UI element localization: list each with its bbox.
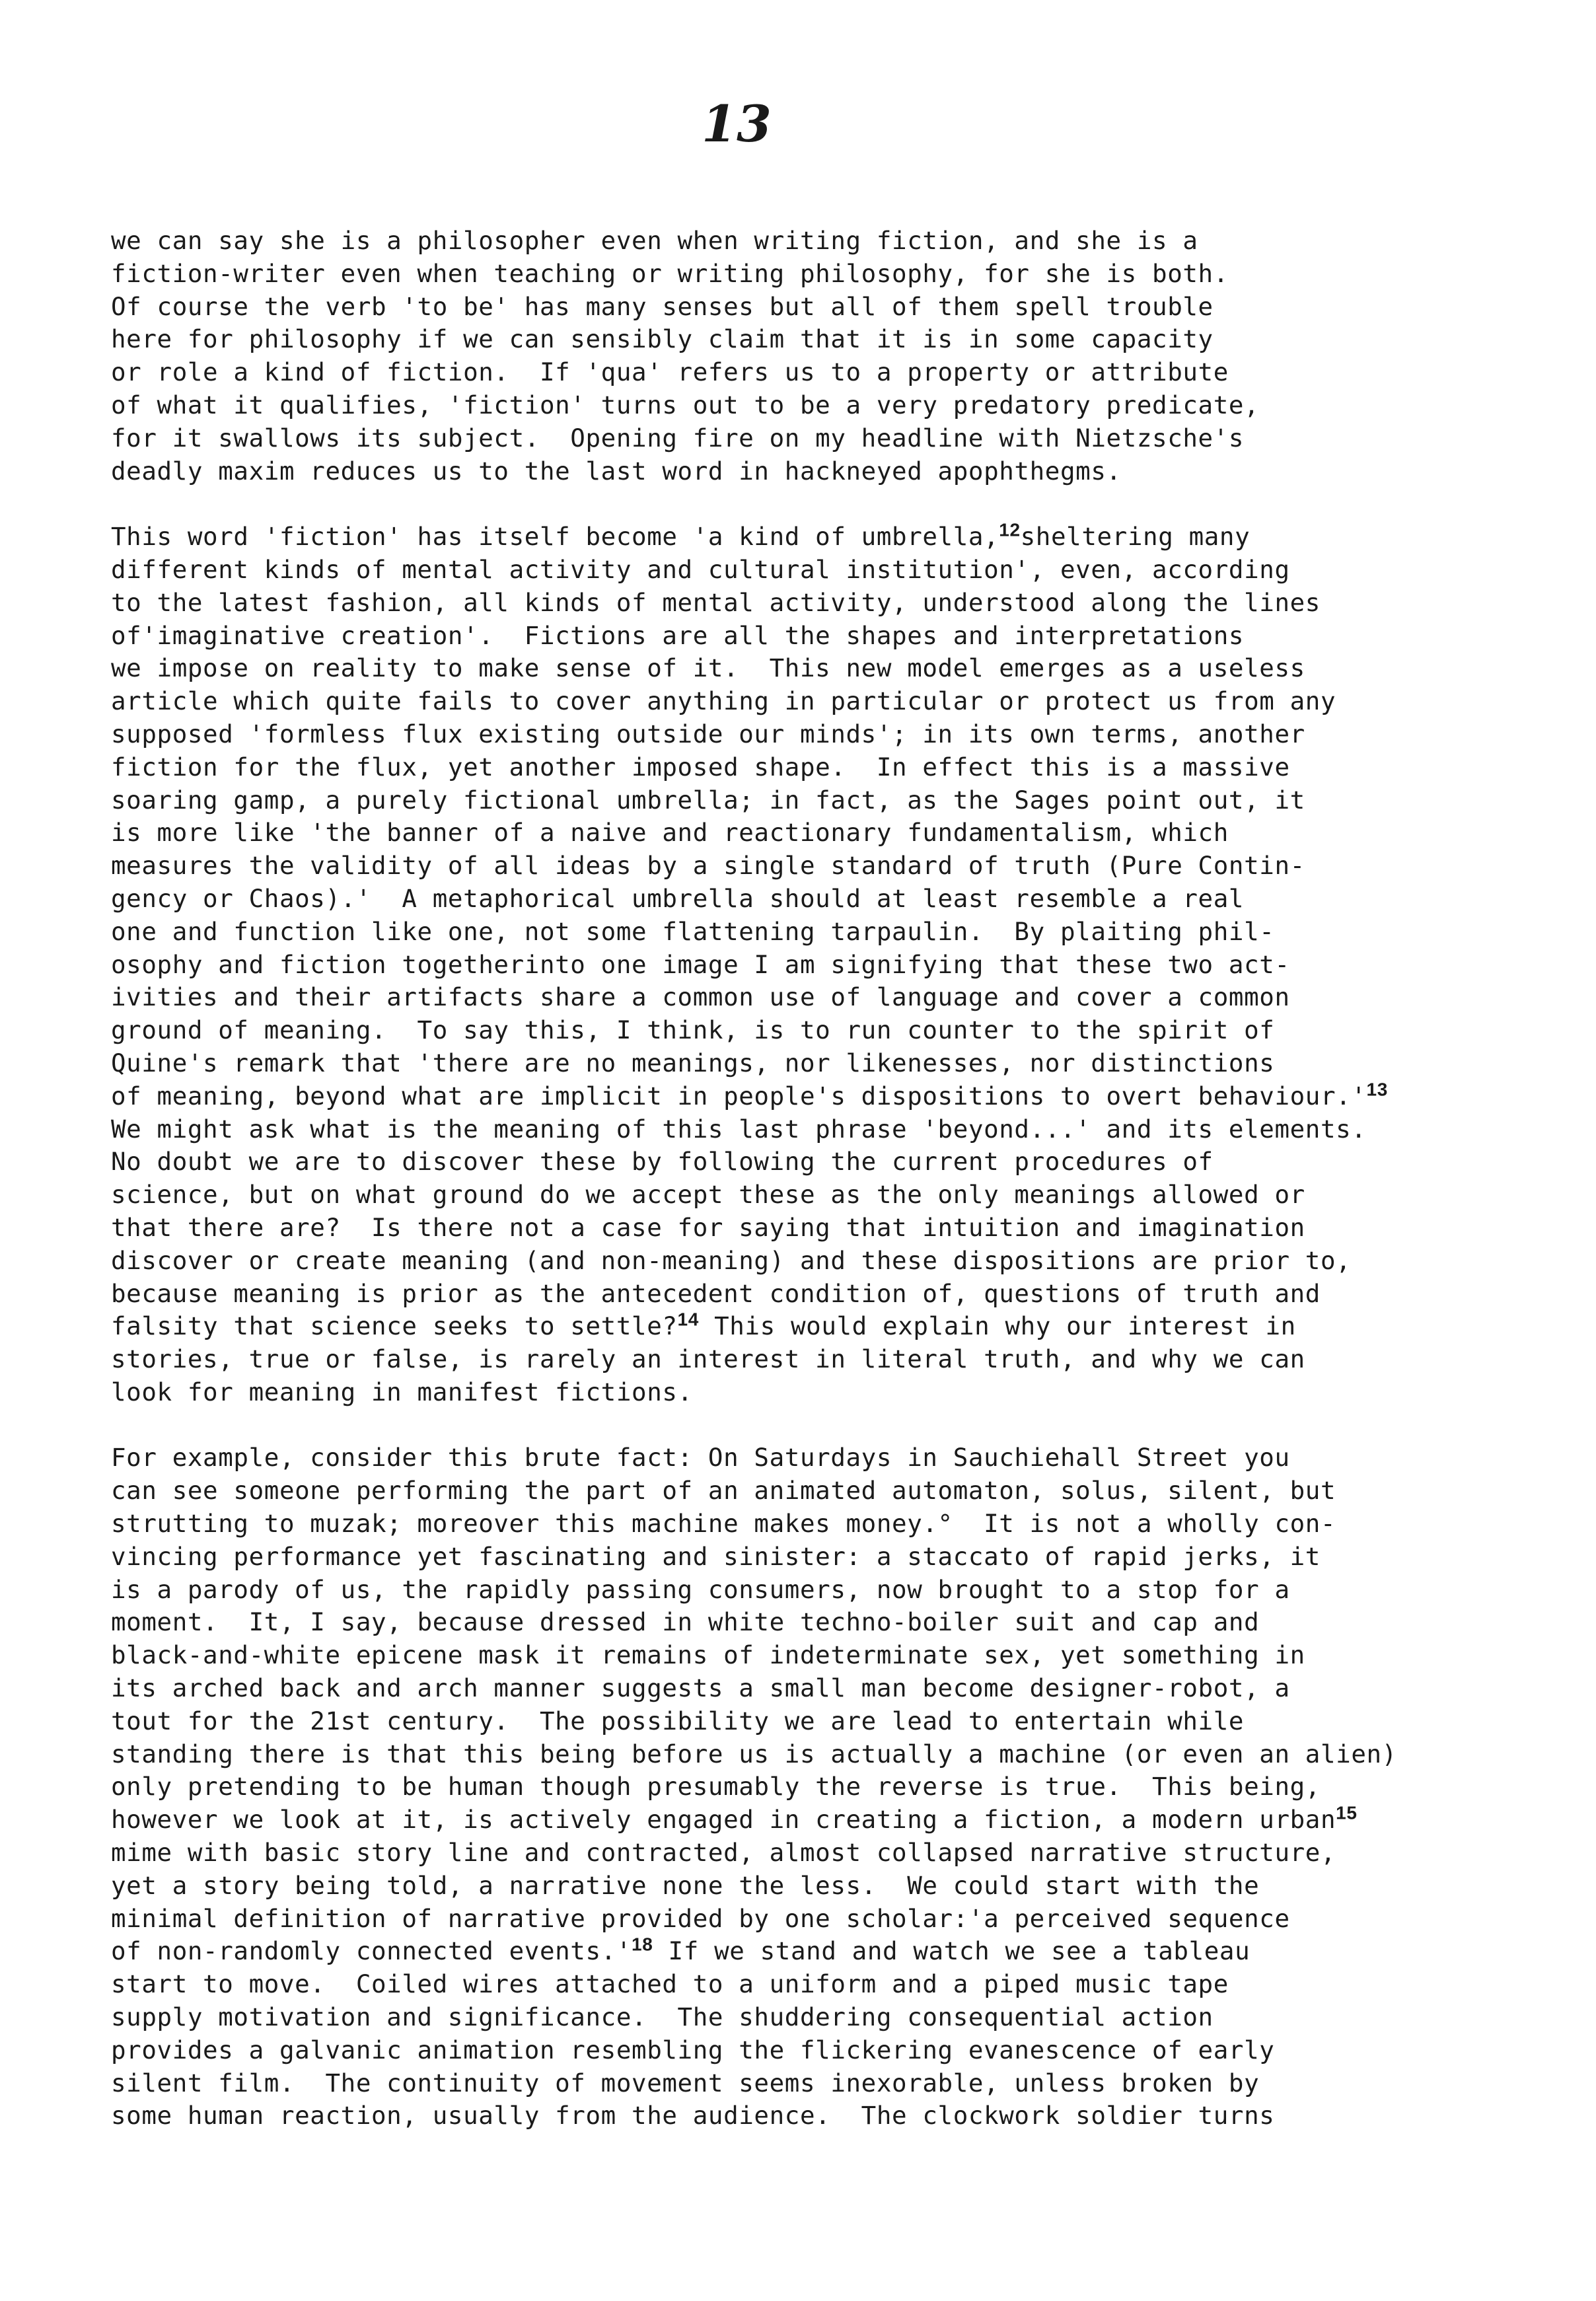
line-text: osophy and fiction togetherinto one image I am signifying that these two act- [111, 949, 1290, 979]
line-text: strutting to muzak; moreover this machine makes money.° It is not a wholly con- [111, 1509, 1336, 1539]
line-text: science, but on what ground do we accept these as the only meanings allowed or [111, 1180, 1305, 1210]
text-line [111, 1968, 1511, 2001]
paragraph [111, 225, 1511, 488]
line-text: falsity that science seeks to settle? [111, 1311, 678, 1341]
line-text: tout for the 21st century. The possibility we are lead to entertain while [111, 1706, 1245, 1735]
text-line [111, 949, 1511, 982]
text-line [111, 225, 1511, 258]
text-line [111, 521, 1511, 554]
line-text: supposed 'formless flux existing outside our minds'; in its own terms, another [111, 719, 1305, 749]
text-line [111, 291, 1511, 324]
line-text: or role a kind of fiction. If 'qua' refers us to a property or attribute [111, 357, 1229, 387]
paragraph [111, 1442, 1511, 2133]
line-text: silent film. The continuity of movement seems inexorable, unless broken by [111, 2068, 1260, 2098]
text-line [111, 751, 1511, 784]
line-text: fiction-writer even when teaching or writing philosophy, for she is both. [111, 258, 1229, 288]
line-text: stories, true or false, is rarely an interest in literal truth, and why we can [111, 1344, 1305, 1374]
text-line [111, 258, 1511, 291]
text-line [111, 2100, 1511, 2133]
line-text: For example, consider this brute fact: On Saturdays in Sauchiehall Street you [111, 1443, 1290, 1473]
text-line [111, 1343, 1511, 1376]
line-text: provides a galvanic animation resembling the flickering evanescence of early [111, 2035, 1275, 2064]
line-text: because meaning is prior as the antecedent condition of, questions of truth and [111, 1278, 1321, 1308]
text-line [111, 685, 1511, 718]
line-text: for it swallows its subject. Opening fire on my headline with Nietzsche's [111, 423, 1245, 453]
text-line [111, 718, 1511, 751]
text-line [111, 1146, 1511, 1179]
line-text: article which quite fails to cover anything in particular or protect us from any [111, 686, 1336, 716]
text-line [111, 1837, 1511, 1870]
text-line [111, 323, 1511, 356]
text-line [111, 1014, 1511, 1047]
line-text: we can say she is a philosopher even when writing fiction, and she is a [111, 226, 1198, 255]
line-text: standing there is that this being before us is actually a machine (or even an alien) [111, 1739, 1397, 1769]
text-line [111, 883, 1511, 916]
text-line [111, 1442, 1511, 1475]
line-text: however we look at it, is actively engaged in creating a fiction, a modern urban [111, 1805, 1336, 1835]
line-text: look for meaning in manifest fictions. [111, 1377, 693, 1406]
text-line [111, 1672, 1511, 1705]
line-text: can see someone performing the part of an animated automaton, solus, silent, but [111, 1476, 1336, 1506]
line-text: fiction for the flux, yet another imposed shape. In effect this is a massive [111, 752, 1290, 782]
text-line [111, 1705, 1511, 1738]
line-text-after-note: This would explain why our interest in [698, 1311, 1296, 1341]
line-text: No doubt we are to discover these by following the current procedures of [111, 1147, 1214, 1177]
line-text: supply motivation and significance. The shuddering consequential action [111, 2002, 1214, 2032]
line-text: soaring gamp, a purely fictional umbrella; in fact, as the Sages point out, it [111, 785, 1305, 815]
text-line [111, 1310, 1511, 1343]
line-text: Of course the verb 'to be' has many senses but all of them spell trouble [111, 291, 1214, 321]
text-line [111, 916, 1511, 949]
line-text: of what it qualifies, 'fiction' turns out to be a very predatory predicate, [111, 390, 1260, 420]
footnote-marker: 15 [1336, 1802, 1358, 1823]
text-line [111, 2034, 1511, 2067]
line-text: deadly maxim reduces us to the last word in hackneyed apophthegms. [111, 456, 1122, 486]
line-text: This word 'fiction' has itself become 'a kind of umbrella, [111, 522, 999, 552]
text-line [111, 850, 1511, 883]
line-text: to the latest fashion, all kinds of mental activity, understood along the lines [111, 587, 1321, 617]
text-line [111, 1245, 1511, 1278]
line-text: Quine's remark that 'there are no meanings, nor likenesses, nor distinctions [111, 1048, 1275, 1077]
line-text: discover or create meaning (and non-meaning) and these dispositions are prior to, [111, 1245, 1352, 1275]
line-text: of non-randomly connected events.' [111, 1936, 632, 1966]
line-text: black-and-white epicene mask it remains of indeterminate sex, yet something in [111, 1640, 1305, 1670]
body-text [111, 225, 1511, 2166]
text-line [111, 1639, 1511, 1672]
text-line [111, 1541, 1511, 1574]
text-line [111, 356, 1511, 389]
text-line [111, 1113, 1511, 1146]
footnote-marker: 18 [632, 1934, 653, 1955]
line-text: yet a story being told, a narrative none the less. We could start with the [111, 1870, 1260, 1900]
line-text: ivities and their artifacts share a common use of language and cover a common [111, 982, 1290, 1012]
line-text: its arched back and arch manner suggests a small man become designer-robot, a [111, 1673, 1290, 1703]
text-line [111, 1278, 1511, 1311]
text-line [111, 652, 1511, 685]
line-text: here for philosophy if we can sensibly claim that it is in some capacity [111, 324, 1214, 354]
line-text: vincing performance yet fascinating and sinister: a staccato of rapid jerks, it [111, 1541, 1321, 1571]
text-line [111, 620, 1511, 653]
line-text: of'imaginative creation'. Fictions are all the shapes and interpretations [111, 620, 1245, 650]
text-line [111, 1376, 1511, 1409]
line-text: We might ask what is the meaning of this last phrase 'beyond...' and its elements. [111, 1114, 1367, 1144]
text-line [111, 1903, 1511, 1936]
footnote-marker: 12 [999, 519, 1021, 540]
line-text: of meaning, beyond what are implicit in people's dispositions to overt behaviour.' [111, 1081, 1367, 1111]
text-line [111, 1771, 1511, 1804]
text-line [111, 1475, 1511, 1508]
text-line [111, 587, 1511, 620]
text-line [111, 1804, 1511, 1837]
page-number: 13 [702, 94, 772, 153]
text-line [111, 2067, 1511, 2100]
text-line [111, 817, 1511, 850]
line-text: minimal definition of narrative provided by one scholar:'a perceived sequence [111, 1903, 1290, 1933]
text-line [111, 2001, 1511, 2034]
text-line [111, 1935, 1511, 1968]
line-text: moment. It, I say, because dressed in white techno-boiler suit and cap and [111, 1607, 1260, 1637]
line-text-after-note: If we stand and watch we see a tableau [653, 1936, 1251, 1966]
line-text: start to move. Coiled wires attached to a uniform and a piped music tape [111, 1969, 1229, 1999]
text-line [111, 1870, 1511, 1903]
line-text: we impose on reality to make sense of it. This new model emerges as a useless [111, 653, 1305, 683]
line-text: only pretending to be human though presumably the reverse is true. This being, [111, 1772, 1321, 1802]
text-line [111, 1738, 1511, 1771]
text-line [111, 1574, 1511, 1607]
line-text: one and function like one, not some flattening tarpaulin. By plaiting phil- [111, 916, 1275, 946]
text-line [111, 1179, 1511, 1212]
line-text-after-note: sheltering many [1020, 522, 1251, 552]
line-text: measures the validity of all ideas by a single standard of truth (Pure Contin- [111, 851, 1305, 881]
text-line [111, 981, 1511, 1014]
text-line [111, 1080, 1511, 1113]
text-line [111, 1212, 1511, 1245]
text-line [111, 422, 1511, 455]
text-line [111, 389, 1511, 422]
line-text: mime with basic story line and contracted, almost collapsed narrative structure, [111, 1838, 1336, 1868]
line-text: different kinds of mental activity and cultural institution', even, according [111, 554, 1290, 584]
text-line [111, 1508, 1511, 1541]
paragraph [111, 521, 1511, 1409]
line-text: some human reaction, usually from the audience. The clockwork soldier turns [111, 2101, 1275, 2131]
text-line [111, 1606, 1511, 1639]
text-line [111, 1047, 1511, 1080]
text-line [111, 455, 1511, 488]
footnote-marker: 14 [677, 1309, 699, 1330]
footnote-marker: 13 [1366, 1079, 1388, 1100]
text-line [111, 784, 1511, 817]
line-text: ground of meaning. To say this, I think, is to run counter to the spirit of [111, 1015, 1275, 1045]
line-text: gency or Chaos).' A metaphorical umbrella should at least resemble a real [111, 883, 1245, 913]
line-text: is a parody of us, the rapidly passing consumers, now brought to a stop for a [111, 1574, 1290, 1604]
line-text: that there are? Is there not a case for saying that intuition and imagination [111, 1212, 1305, 1242]
text-line [111, 554, 1511, 587]
line-text: is more like 'the banner of a naive and reactionary fundamentalism, which [111, 818, 1229, 848]
